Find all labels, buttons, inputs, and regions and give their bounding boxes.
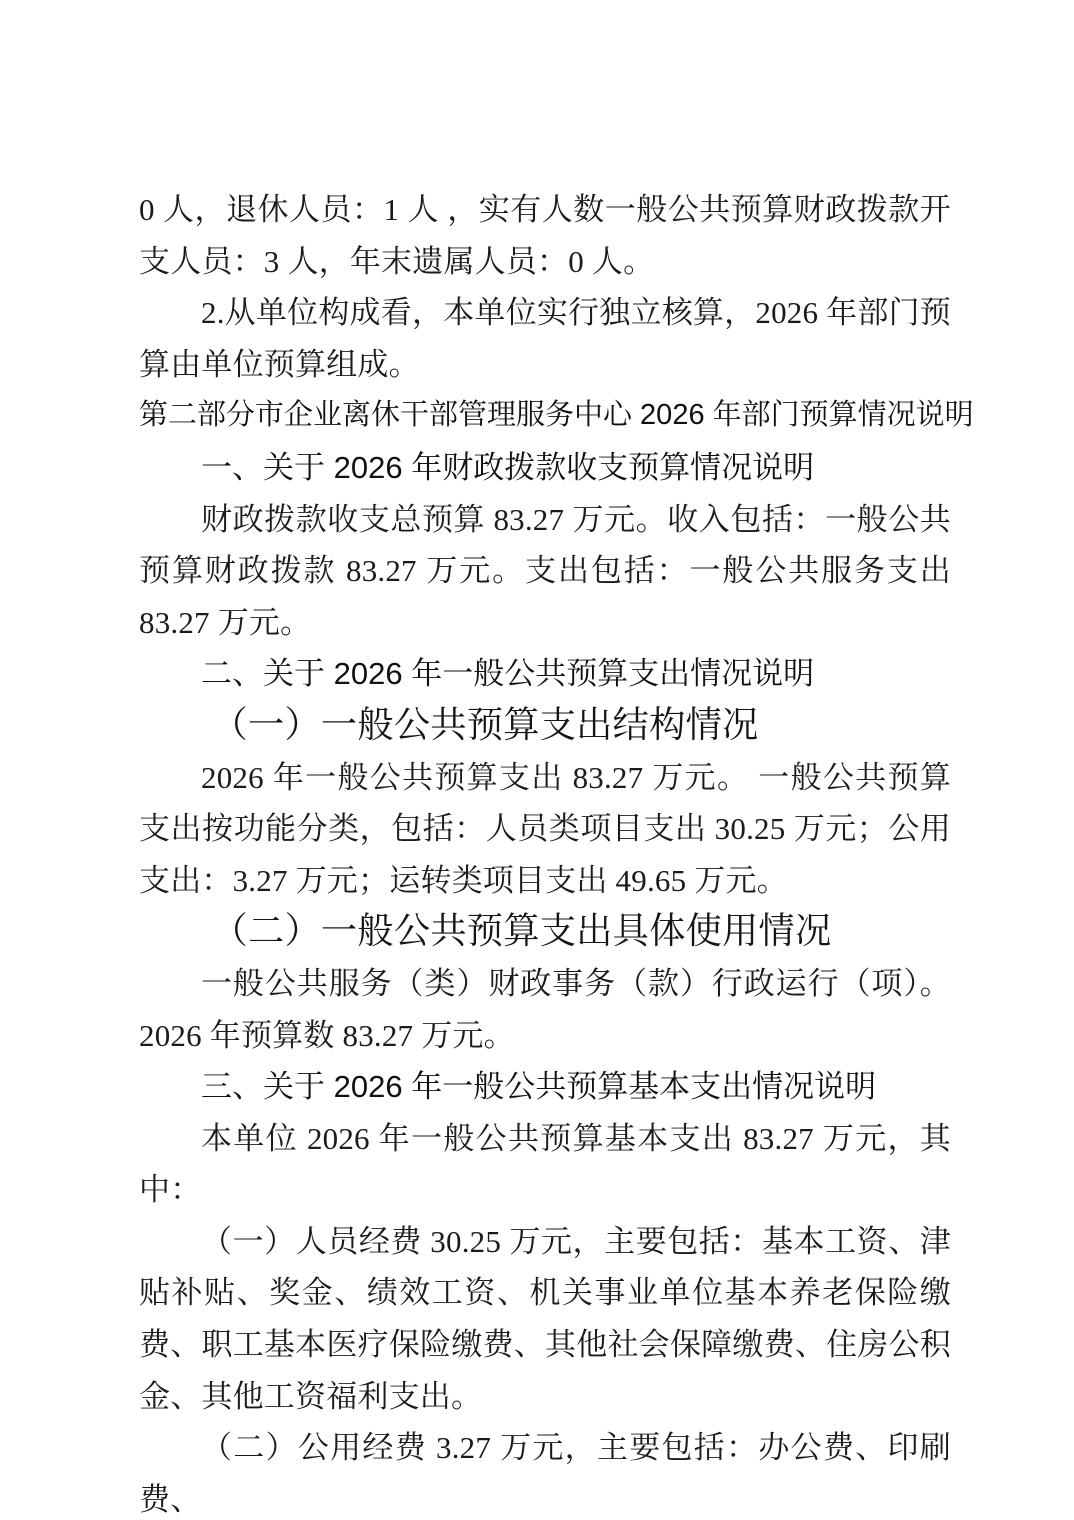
paragraph-unit-composition: 2.从单位构成看，本单位实行独立核算，2026 年部门预算由单位预算组成。 xyxy=(139,295,951,382)
section1-heading-fiscal-appropriation: 一、关于 2026 年财政拨款收支预算情况说明 xyxy=(201,449,815,485)
paragraph-expenditure-structure-detail: 2026 年一般公共预算支出 83.27 万元。 一般公共预算支出按功能分类，包括：人员类项目支出 30.25 万元；公用支出：3.27 万元；运转类项目支出 49.65 万元。 xyxy=(139,759,951,898)
paragraph-personnel-expense-detail: （一）人员经费 30.25 万元，主要包括：基本工资、津贴补贴、奖金、绩效工资、机关事业单位基本养老保险缴费、职工基本医疗保险缴费、其他社会保障缴费、住房公积金、其他工资福利支出。 xyxy=(139,1223,951,1414)
paragraph-fiscal-appropriation-totals: 财政拨款收支总预算 83.27 万元。收入包括：一般公共预算财政拨款 83.27 万元。支出包括：一般公共服务支出 83.27 万元。 xyxy=(139,501,951,640)
section3-heading-basic-expenditure: 三、关于 2026 年一般公共预算基本支出情况说明 xyxy=(201,1069,877,1105)
subsection1-heading-expenditure-structure: （一）一般公共预算支出结构情况 xyxy=(211,704,759,745)
paragraph-expenditure-specific-use-detail: 一般公共服务（类）财政事务（款）行政运行（项）。2026 年预算数 83.27 万元。 xyxy=(139,965,951,1053)
section2-heading-general-public-budget-expenditure: 二、关于 2026 年一般公共预算支出情况说明 xyxy=(201,656,815,692)
budget-document-body xyxy=(139,184,974,1520)
paragraph-basic-expenditure-total: 本单位 2026 年一般公共预算基本支出 83.27 万元，其中： xyxy=(139,1120,951,1208)
paragraph-personnel-counts: 0 人，退休人员：1 人 ，实有人数一般公共预算财政拨款开支人员：3 人，年末遗属人员：0 人。 xyxy=(139,192,951,279)
subsection2-heading-expenditure-specific-use: （二）一般公共预算支出具体使用情况 xyxy=(211,911,832,952)
part2-heading: 第二部分市企业离休干部管理服务中心 2026 年部门预算情况说明 xyxy=(139,399,974,432)
paragraph-public-expense-detail: （二）公用经费 3.27 万元，主要包括：办公费、印刷费、 xyxy=(139,1430,951,1517)
